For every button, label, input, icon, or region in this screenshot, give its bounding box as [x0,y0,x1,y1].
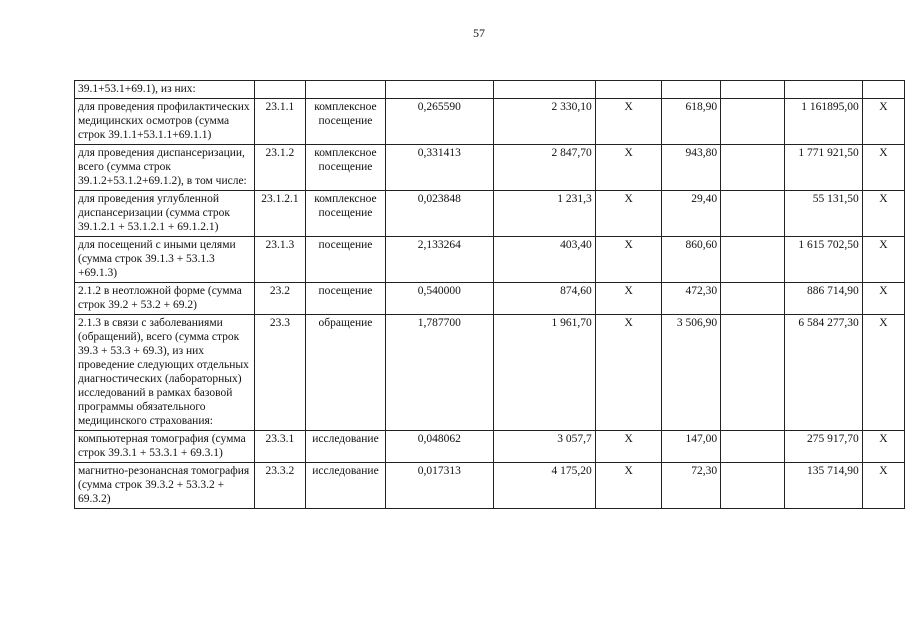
cell-x-mark: X [595,99,662,145]
cell-code: 23.3 [254,315,306,431]
cell-empty [721,237,785,283]
cell-code: 23.1.2.1 [254,191,306,237]
cell-empty [595,81,662,99]
table-row [75,145,905,191]
cell-name: 2.1.3 в связи с заболеваниями (обращений), всего (сумма строк 39.3 + 53.3 + 69.3), из них проведение следующих отдельных диагностических (лабораторных) исследований в рамках базовой программы обязательного медицинского страхования: [75,315,255,431]
cell-total: 1 771 921,50 [785,145,862,191]
cell-norm: 2,133264 [385,237,493,283]
cell-cost: 874,60 [493,283,595,315]
cell-unit: обращение [306,315,386,431]
cell-name: компьютерная томография (сумма строк 39.3.1 + 53.3.1 + 69.3.1) [75,431,255,463]
cell-per-capita: 72,30 [662,463,721,509]
cell-x-mark: X [862,99,904,145]
cell-x-mark: X [862,191,904,237]
cell-name: для проведения профилактических медицинских осмотров (сумма строк 39.1.1+53.1.1+69.1.1) [75,99,255,145]
cell-empty [721,463,785,509]
table-row [75,463,905,509]
cell-empty [721,315,785,431]
cell-empty [721,191,785,237]
cell-empty [862,81,904,99]
cell-empty [721,81,785,99]
cell-name: магнитно-резонансная томография (сумма строк 39.3.2 + 53.3.2 + 69.3.2) [75,463,255,509]
cell-empty [721,283,785,315]
cell-per-capita: 618,90 [662,99,721,145]
cell-total: 135 714,90 [785,463,862,509]
table-row [75,191,905,237]
cell-name: 2.1.2 в неотложной форме (сумма строк 39.2 + 53.2 + 69.2) [75,283,255,315]
cell-empty [385,81,493,99]
cell-x-mark: X [862,145,904,191]
cell-norm: 1,787700 [385,315,493,431]
cell-x-mark: X [595,283,662,315]
cell-code: 23.1.3 [254,237,306,283]
cell-name: 39.1+53.1+69.1), из них: [75,81,255,99]
cell-code: 23.1.1 [254,99,306,145]
cell-empty [721,145,785,191]
cell-per-capita: 860,60 [662,237,721,283]
cell-per-capita: 943,80 [662,145,721,191]
cell-x-mark: X [595,463,662,509]
cell-norm: 0,023848 [385,191,493,237]
cell-empty [721,431,785,463]
cell-cost: 2 847,70 [493,145,595,191]
cell-total: 1 161895,00 [785,99,862,145]
cell-cost: 4 175,20 [493,463,595,509]
table-body [75,81,905,509]
cell-x-mark: X [862,431,904,463]
cell-x-mark: X [595,431,662,463]
table-row [75,431,905,463]
cell-cost: 1 231,3 [493,191,595,237]
cell-per-capita: 147,00 [662,431,721,463]
cell-cost: 3 057,7 [493,431,595,463]
cell-unit: комплексное посещение [306,99,386,145]
cell-empty [721,99,785,145]
cell-unit: комплексное посещение [306,145,386,191]
page-number: 57 [473,26,485,40]
cell-total: 55 131,50 [785,191,862,237]
cell-empty [493,81,595,99]
cell-norm: 0,331413 [385,145,493,191]
cell-cost: 1 961,70 [493,315,595,431]
cell-name: для проведения углубленной диспансеризации (сумма строк 39.1.2.1 + 53.1.2.1 + 69.1.2.1) [75,191,255,237]
cell-cost: 403,40 [493,237,595,283]
cell-per-capita: 472,30 [662,283,721,315]
cell-x-mark: X [862,315,904,431]
cell-unit: исследование [306,431,386,463]
cell-x-mark: X [862,237,904,283]
cell-norm: 0,265590 [385,99,493,145]
table-row [75,99,905,145]
cell-cost: 2 330,10 [493,99,595,145]
cell-code: 23.3.2 [254,463,306,509]
cell-x-mark: X [862,463,904,509]
cell-code: 23.3.1 [254,431,306,463]
cell-empty [254,81,306,99]
cell-empty [306,81,386,99]
cell-norm: 0,540000 [385,283,493,315]
cell-total: 1 615 702,50 [785,237,862,283]
cell-unit: исследование [306,463,386,509]
data-table [74,80,905,509]
cell-per-capita: 3 506,90 [662,315,721,431]
cell-empty [785,81,862,99]
cell-norm: 0,048062 [385,431,493,463]
cell-x-mark: X [595,145,662,191]
cell-empty [662,81,721,99]
table-row [75,315,905,431]
table-row-continuation [75,81,905,99]
cell-code: 23.2 [254,283,306,315]
cell-x-mark: X [595,191,662,237]
cell-name: для посещений с иными целями (сумма строк 39.1.3 + 53.1.3 +69.1.3) [75,237,255,283]
cell-total: 886 714,90 [785,283,862,315]
cell-total: 275 917,70 [785,431,862,463]
cell-x-mark: X [595,315,662,431]
cell-code: 23.1.2 [254,145,306,191]
cell-per-capita: 29,40 [662,191,721,237]
cell-norm: 0,017313 [385,463,493,509]
cell-x-mark: X [862,283,904,315]
cell-unit: посещение [306,237,386,283]
table-row [75,237,905,283]
cell-unit: посещение [306,283,386,315]
cell-name: для проведения диспансеризации, всего (сумма строк 39.1.2+53.1.2+69.1.2), в том числе: [75,145,255,191]
cell-total: 6 584 277,30 [785,315,862,431]
cell-unit: комплексное посещение [306,191,386,237]
table-row [75,283,905,315]
cell-x-mark: X [595,237,662,283]
